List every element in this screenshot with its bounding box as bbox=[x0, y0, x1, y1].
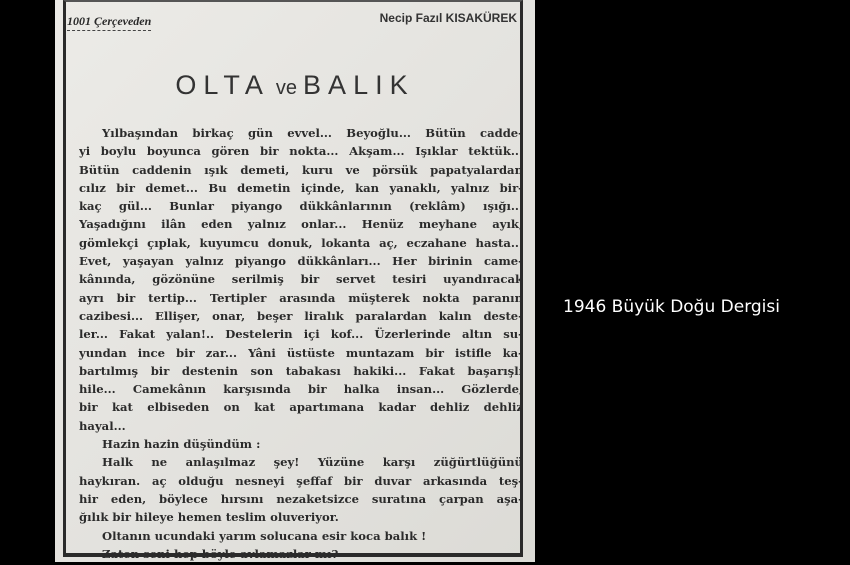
paragraph bbox=[79, 453, 523, 526]
image-caption: 1946 Büyük Doğu Dergisi bbox=[563, 297, 780, 317]
author-name: Necip Fazıl KISAKÜREK bbox=[379, 11, 517, 25]
text-line: kânında, gözönüne serilmiş bir servet tesiri uyandıracak bbox=[79, 272, 523, 287]
text-line: Halk ne anlaşılmaz şey! Yüzüne karşı züğürtlüğünü bbox=[102, 455, 523, 470]
text-line: Evet, yaşayan yalnız piyango dükkânları... Her birinin came- bbox=[79, 254, 523, 269]
title-word-balik: BALIK bbox=[303, 70, 415, 100]
newspaper-clipping bbox=[55, 0, 535, 562]
text-line: Oltanın ucundaki yarım solucana esir koca balık ! bbox=[102, 528, 427, 543]
text-line: bartılmış bir destenin son tabakası hakiki... Fakat başarışlı bbox=[79, 363, 523, 378]
paragraph bbox=[79, 435, 523, 453]
text-line: Hazin hazin düşündüm : bbox=[102, 437, 261, 452]
text-line: haykıran. aç olduğu nesneyi şeffaf bir duvar arkasında teş- bbox=[79, 473, 523, 488]
paragraph bbox=[79, 545, 523, 563]
text-line: hile... Camekânın karşısında bir halka insan... Gözlerde, bbox=[79, 382, 523, 397]
title-word-ve: ve bbox=[275, 77, 298, 99]
paragraph bbox=[79, 124, 523, 435]
text-line: Bütün caddenin ışık demeti, kuru ve pörsük papatyalardan bbox=[79, 162, 523, 177]
series-label: 1001 Çerçeveden bbox=[67, 14, 151, 31]
text-line: ayrı bir tertip... Tertipler arasında müşterek nokta paranın bbox=[79, 290, 523, 305]
text-line: hir eden, böylece hırsını nezaketsizce suratına çarpan aşa- bbox=[79, 491, 523, 506]
text-line: hayal... bbox=[79, 418, 126, 433]
text-line: Yılbaşından birkaç gün evvel... Beyoğlu... Bütün cadde- bbox=[102, 126, 523, 140]
paragraph bbox=[79, 527, 523, 545]
text-line: gömlekçi çıplak, kuyumcu donuk, lokanta aç, eczahane hasta... bbox=[79, 235, 523, 250]
text-line: bir kat elbiseden on kat apartımana kadar dehliz dehliz bbox=[79, 400, 523, 415]
article-title bbox=[55, 70, 535, 101]
text-line: cılız bir demet... Bu demetin içinde, kan yanaklı, yalnız bir- bbox=[79, 180, 523, 195]
title-word-olta: OLTA bbox=[175, 70, 270, 100]
text-line: Yaşadığını ilân eden yalnız onlar... Henüz meyhane ayık, bbox=[79, 217, 523, 232]
text-line: cazibesi... Ellişer, onar, beşer liralık paralardan kalın deste- bbox=[79, 308, 523, 323]
text-line: ğılık bir hileye hemen teslim oluveriyor. bbox=[79, 510, 339, 525]
text-line: yi boylu boyunca gören bir nokta... Akşam... Işıklar tektük... bbox=[79, 144, 523, 159]
text-line: Zaten seni hep böyle avlamazlar mı? bbox=[102, 546, 339, 561]
text-line: ler... Fakat yalan!.. Destelerin içi kof... Üzerlerinde altın su- bbox=[79, 327, 523, 342]
text-line: yundan ince bir zar... Yâni üstüste muntazam bir istifle ka- bbox=[79, 345, 523, 360]
article-body bbox=[79, 124, 523, 563]
text-line: kaç gül... Bunlar piyango dükkânlarının (reklâm) ışığı... bbox=[79, 199, 523, 214]
